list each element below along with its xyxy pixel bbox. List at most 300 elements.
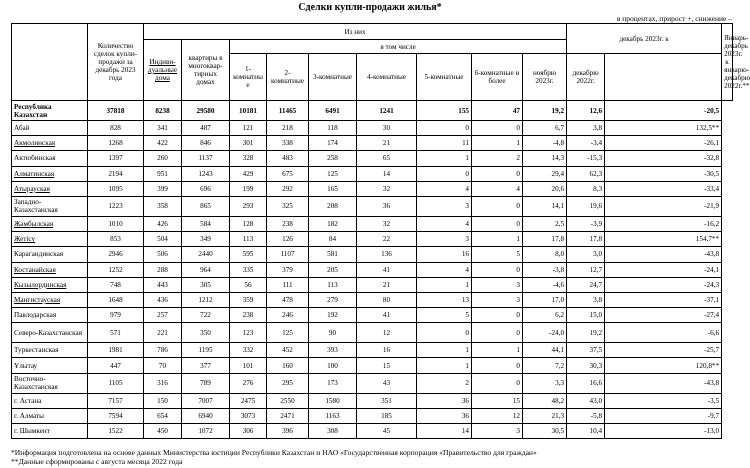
cell-apt: 377: [182, 358, 230, 373]
cell-r5: 36: [417, 408, 472, 423]
table-row: [12, 247, 733, 262]
cell-count: 1522: [88, 424, 144, 439]
cell-r3: 174: [309, 136, 357, 151]
cell-r2: 338: [267, 136, 309, 151]
cell-dec: 17,8: [567, 232, 605, 247]
cell-r2: 292: [267, 181, 309, 196]
cell-apt: 349: [182, 232, 230, 247]
cell-r4: 22: [357, 232, 417, 247]
region-name: Жетісу: [12, 232, 88, 247]
cell-nov: 3,3: [523, 373, 567, 393]
table-row: [12, 262, 733, 277]
cell-ind: 288: [144, 262, 182, 277]
header-individual: Индиви-дуальные дома: [144, 40, 182, 101]
cell-r4: 136: [357, 247, 417, 262]
cell-r2: 396: [267, 424, 309, 439]
cell-r3: 100: [309, 358, 357, 373]
cell-dec: 15,0: [567, 308, 605, 323]
header-r2: 2-комнатные: [267, 54, 309, 101]
cell-jd: -30,5: [605, 166, 722, 181]
cell-r4: 41: [357, 262, 417, 277]
cell-r1: 429: [230, 166, 267, 181]
cell-count: 1095: [88, 181, 144, 196]
cell-ind: 150: [144, 393, 182, 408]
cell-jd: -43,8: [605, 247, 722, 262]
header-r1: 1-комнатны е: [230, 54, 267, 101]
header-r6: 6-комнатные и более: [472, 54, 523, 101]
cell-apt: 487: [182, 121, 230, 136]
cell-r3: 205: [309, 262, 357, 277]
cell-count: 447: [88, 358, 144, 373]
cell-jd: -24,3: [605, 277, 722, 292]
cell-r1: 101: [230, 358, 267, 373]
cell-dec: -3,4: [567, 136, 605, 151]
cell-jd: 154,7**: [605, 232, 722, 247]
cell-ind: 786: [144, 343, 182, 358]
table-row: [12, 136, 733, 151]
table-row: [12, 181, 733, 196]
cell-r5: 5: [417, 308, 472, 323]
cell-r1: 595: [230, 247, 267, 262]
cell-r4: 80: [357, 292, 417, 307]
cell-count: 7157: [88, 393, 144, 408]
cell-r3: 1163: [309, 408, 357, 423]
cell-r6: 0: [472, 166, 523, 181]
cell-nov: 2,5: [523, 216, 567, 231]
cell-apt: 865: [182, 196, 230, 216]
cell-r4: 32: [357, 216, 417, 231]
cell-ind: 341: [144, 121, 182, 136]
cell-r5: 3: [417, 196, 472, 216]
cell-r3: 84: [309, 232, 357, 247]
cell-r4: 21: [357, 277, 417, 292]
header-r4: 4-комнатные: [357, 54, 417, 101]
cell-jd: -26,1: [605, 136, 722, 151]
cell-r1: 128: [230, 216, 267, 231]
cell-r4: 185: [357, 408, 417, 423]
cell-jd: -20,5: [605, 101, 722, 121]
table-row: [12, 393, 733, 408]
cell-r1: 359: [230, 292, 267, 307]
cell-nov: 7,2: [523, 358, 567, 373]
cell-nov: 20,6: [523, 181, 567, 196]
cell-nov: 19,2: [523, 101, 567, 121]
cell-r5: 4: [417, 181, 472, 196]
region-name: Павлодарская: [12, 308, 88, 323]
cell-r2: 126: [267, 232, 309, 247]
cell-r6: 4: [472, 181, 523, 196]
region-name: Жамбылская: [12, 216, 88, 231]
region-name: Ұлытау: [12, 358, 88, 373]
cell-r3: 113: [309, 277, 357, 292]
cell-ind: 316: [144, 373, 182, 393]
region-name: Актюбинская: [12, 151, 88, 166]
cell-r6: 12: [472, 408, 523, 423]
cell-r2: 160: [267, 358, 309, 373]
cell-apt: 1243: [182, 166, 230, 181]
cell-r6: 0: [472, 358, 523, 373]
cell-jd: 120,8**: [605, 358, 722, 373]
cell-apt: 29580: [182, 101, 230, 121]
cell-r2: 238: [267, 216, 309, 231]
cell-r4: 12: [357, 323, 417, 343]
cell-apt: 789: [182, 373, 230, 393]
cell-r4: 16: [357, 343, 417, 358]
cell-r1: 238: [230, 308, 267, 323]
cell-dec: 3,0: [567, 247, 605, 262]
table-row: [12, 277, 733, 292]
cell-r1: 332: [230, 343, 267, 358]
table-row: [12, 424, 733, 439]
cell-r6: 0: [472, 121, 523, 136]
cell-ind: 426: [144, 216, 182, 231]
cell-jd: -3,5: [605, 393, 722, 408]
cell-nov: 6,2: [523, 308, 567, 323]
region-name: г. Алматы: [12, 408, 88, 423]
cell-r1: 301: [230, 136, 267, 151]
cell-ind: 70: [144, 358, 182, 373]
footnote-2: **Данные сформированы с августа месяца 2022 года: [11, 457, 183, 466]
cell-apt: 1212: [182, 292, 230, 307]
cell-r1: 113: [230, 232, 267, 247]
table-row: [12, 216, 733, 231]
cell-apt: 696: [182, 181, 230, 196]
cell-nov: 44,1: [523, 343, 567, 358]
region-name: г. Астана: [12, 393, 88, 408]
header-jandec: Январь-декабрь 2023г. к январю-декабрю 2022г.**: [722, 24, 733, 101]
cell-r5: 16: [417, 247, 472, 262]
cell-r4: 1241: [357, 101, 417, 121]
cell-r6: 0: [472, 216, 523, 231]
region-name: Абай: [12, 121, 88, 136]
cell-r5: 14: [417, 424, 472, 439]
cell-r3: 308: [309, 424, 357, 439]
cell-nov: 14,3: [523, 151, 567, 166]
cell-r6: 1: [472, 232, 523, 247]
region-name: Кызылординская: [12, 277, 88, 292]
housing-deals-table: [11, 23, 750, 439]
cell-r5: 13: [417, 292, 472, 307]
cell-r3: 1580: [309, 393, 357, 408]
cell-r3: 165: [309, 181, 357, 196]
region-name: Атырауская: [12, 181, 88, 196]
cell-nov: 30,5: [523, 424, 567, 439]
cell-r3: 6491: [309, 101, 357, 121]
header-dec2023: декабрь 2023г. к: [567, 24, 722, 54]
region-name: Акмолинская: [12, 136, 88, 151]
cell-r6: 3: [472, 277, 523, 292]
cell-count: 1648: [88, 292, 144, 307]
header-apartments: квартиры в многоквар-тирных домах: [182, 40, 230, 101]
cell-r1: 10181: [230, 101, 267, 121]
cell-r4: 21: [357, 136, 417, 151]
cell-r4: 65: [357, 151, 417, 166]
cell-ind: 436: [144, 292, 182, 307]
cell-count: 37818: [88, 101, 144, 121]
region-name: Карагандинская: [12, 247, 88, 262]
cell-dec: 3,8: [567, 121, 605, 136]
cell-r6: 0: [472, 308, 523, 323]
units-note: в процентах, прирост +, снижение –: [616, 14, 732, 23]
table-row: [12, 308, 733, 323]
cell-r6: 5: [472, 247, 523, 262]
cell-r2: 111: [267, 277, 309, 292]
cell-apt: 1195: [182, 343, 230, 358]
cell-r2: 2550: [267, 393, 309, 408]
cell-dec: -5,8: [567, 408, 605, 423]
cell-nov: 29,4: [523, 166, 567, 181]
cell-r4: 30: [357, 121, 417, 136]
cell-dec: 12,7: [567, 262, 605, 277]
cell-r3: 208: [309, 196, 357, 216]
cell-count: 2194: [88, 166, 144, 181]
cell-dec: 43,0: [567, 393, 605, 408]
cell-r5: 1: [417, 151, 472, 166]
cell-r4: 351: [357, 393, 417, 408]
cell-jd: -13,0: [605, 424, 722, 439]
header-of-them: Из них: [144, 24, 567, 40]
cell-apt: 305: [182, 277, 230, 292]
table-row: [12, 166, 733, 181]
cell-count: 1397: [88, 151, 144, 166]
table-row: [12, 121, 733, 136]
cell-apt: 964: [182, 262, 230, 277]
cell-ind: 8238: [144, 101, 182, 121]
cell-apt: 1072: [182, 424, 230, 439]
cell-count: 571: [88, 323, 144, 343]
cell-r5: 1: [417, 277, 472, 292]
cell-ind: 422: [144, 136, 182, 151]
cell-r3: 173: [309, 373, 357, 393]
header-r5: 5-комнатные: [417, 54, 472, 101]
cell-nov: -24,0: [523, 323, 567, 343]
cell-ind: 257: [144, 308, 182, 323]
cell-apt: 846: [182, 136, 230, 151]
cell-r6: 0: [472, 323, 523, 343]
cell-dec: 3,8: [567, 292, 605, 307]
header-nov2023: ноябрю 2023г.: [523, 54, 567, 101]
cell-ind: 450: [144, 424, 182, 439]
cell-jd: -25,7: [605, 343, 722, 358]
header-including: в том числе: [230, 40, 567, 54]
cell-r4: 36: [357, 196, 417, 216]
cell-r1: 199: [230, 181, 267, 196]
cell-r4: 15: [357, 358, 417, 373]
cell-r6: 47: [472, 101, 523, 121]
cell-r5: 0: [417, 166, 472, 181]
cell-r2: 218: [267, 121, 309, 136]
cell-r5: 3: [417, 232, 472, 247]
cell-r2: 246: [267, 308, 309, 323]
cell-r2: 11465: [267, 101, 309, 121]
cell-r5: 11: [417, 136, 472, 151]
cell-r6: 1: [472, 343, 523, 358]
cell-nov: 17,8: [523, 232, 567, 247]
cell-r4: 45: [357, 424, 417, 439]
cell-r6: 0: [472, 373, 523, 393]
cell-count: 1223: [88, 196, 144, 216]
cell-nov: -4,6: [523, 277, 567, 292]
cell-r6: 3: [472, 292, 523, 307]
cell-nov: 6,7: [523, 121, 567, 136]
cell-r4: 43: [357, 373, 417, 393]
cell-dec: -3,9: [567, 216, 605, 231]
cell-r1: 56: [230, 277, 267, 292]
cell-count: 828: [88, 121, 144, 136]
cell-r1: 123: [230, 323, 267, 343]
cell-r5: 4: [417, 262, 472, 277]
cell-r2: 452: [267, 343, 309, 358]
cell-r1: 293: [230, 196, 267, 216]
table-row: [12, 373, 733, 393]
cell-ind: 504: [144, 232, 182, 247]
cell-ind: 506: [144, 247, 182, 262]
header-region: [12, 24, 88, 101]
table-row: [12, 323, 733, 343]
cell-dec: 30,3: [567, 358, 605, 373]
cell-apt: 1137: [182, 151, 230, 166]
cell-r3: 90: [309, 323, 357, 343]
region-name: Западно-Казахстанская: [12, 196, 88, 216]
cell-r5: 1: [417, 358, 472, 373]
cell-r2: 125: [267, 323, 309, 343]
cell-count: 979: [88, 308, 144, 323]
cell-r1: 276: [230, 373, 267, 393]
cell-r2: 295: [267, 373, 309, 393]
region-name: Северо-Казахстанская: [12, 323, 88, 343]
cell-jd: 132,5**: [605, 121, 722, 136]
cell-jd: -27,4: [605, 308, 722, 323]
cell-dec: 62,3: [567, 166, 605, 181]
cell-count: 1252: [88, 262, 144, 277]
cell-count: 1268: [88, 136, 144, 151]
footnote-1: *Информация подготовлена на основе данных Министерства юстиции Республики Казахстан и НАО «Государственная корпорация «Правительство для граждан»: [11, 448, 537, 457]
cell-count: 853: [88, 232, 144, 247]
table-row: [12, 292, 733, 307]
cell-jd: -21,9: [605, 196, 722, 216]
cell-r5: 2: [417, 373, 472, 393]
cell-r1: 306: [230, 424, 267, 439]
table-row: [12, 408, 733, 423]
cell-r2: 2471: [267, 408, 309, 423]
region-name: Костанайская: [12, 262, 88, 277]
header-r3: 3-комнатные: [309, 54, 357, 101]
region-name: Мангистауская: [12, 292, 88, 307]
table-row: [12, 343, 733, 358]
cell-r1: 3073: [230, 408, 267, 423]
cell-nov: -4,8: [523, 136, 567, 151]
cell-r4: 32: [357, 181, 417, 196]
cell-r3: 581: [309, 247, 357, 262]
cell-r2: 379: [267, 262, 309, 277]
cell-count: 7594: [88, 408, 144, 423]
cell-r1: 121: [230, 121, 267, 136]
cell-r6: 0: [472, 262, 523, 277]
cell-apt: 584: [182, 216, 230, 231]
cell-r5: 155: [417, 101, 472, 121]
cell-count: 1105: [88, 373, 144, 393]
cell-r5: 4: [417, 216, 472, 231]
cell-count: 1010: [88, 216, 144, 231]
cell-dec: 8,3: [567, 181, 605, 196]
cell-r1: 328: [230, 151, 267, 166]
cell-jd: -32,8: [605, 151, 722, 166]
cell-nov: 14,1: [523, 196, 567, 216]
cell-r6: 3: [472, 424, 523, 439]
region-name: Республика Казахстан: [12, 101, 88, 121]
cell-r1: 335: [230, 262, 267, 277]
cell-jd: -24,1: [605, 262, 722, 277]
table-row: [12, 358, 733, 373]
cell-nov: 48,2: [523, 393, 567, 408]
header-count: Количество сделок купли-продажи за декабрь 2023 года: [88, 24, 144, 101]
cell-r1: 2475: [230, 393, 267, 408]
cell-nov: 17,0: [523, 292, 567, 307]
cell-dec: 37,5: [567, 343, 605, 358]
page-title: Сделки купли-продажи жилья*: [298, 2, 442, 13]
cell-r2: 483: [267, 151, 309, 166]
cell-ind: 399: [144, 181, 182, 196]
cell-jd: -43,8: [605, 373, 722, 393]
cell-ind: 260: [144, 151, 182, 166]
cell-dec: 19,2: [567, 323, 605, 343]
cell-nov: 8,0: [523, 247, 567, 262]
cell-apt: 6940: [182, 408, 230, 423]
cell-r5: 1: [417, 343, 472, 358]
cell-apt: 7007: [182, 393, 230, 408]
region-name: Туркестанская: [12, 343, 88, 358]
cell-r3: 279: [309, 292, 357, 307]
cell-apt: 350: [182, 323, 230, 343]
cell-dec: 16,6: [567, 373, 605, 393]
cell-r3: 393: [309, 343, 357, 358]
table-row: [12, 196, 733, 216]
cell-r5: 0: [417, 323, 472, 343]
cell-dec: 19,6: [567, 196, 605, 216]
cell-r3: 118: [309, 121, 357, 136]
cell-apt: 722: [182, 308, 230, 323]
cell-jd: -6,6: [605, 323, 722, 343]
cell-r2: 478: [267, 292, 309, 307]
cell-jd: -9,7: [605, 408, 722, 423]
table-row: [12, 101, 733, 121]
cell-r3: 182: [309, 216, 357, 231]
cell-jd: -33,4: [605, 181, 722, 196]
cell-r6: 2: [472, 151, 523, 166]
cell-nov: 21,3: [523, 408, 567, 423]
cell-r5: 0: [417, 121, 472, 136]
cell-r2: 1107: [267, 247, 309, 262]
cell-count: 1981: [88, 343, 144, 358]
region-name: Восточно-Казахстанская: [12, 373, 88, 393]
region-name: Алматинская: [12, 166, 88, 181]
cell-jd: -37,1: [605, 292, 722, 307]
table-row: [12, 232, 733, 247]
cell-ind: 654: [144, 408, 182, 423]
cell-dec: -15,3: [567, 151, 605, 166]
cell-r4: 41: [357, 308, 417, 323]
cell-count: 2946: [88, 247, 144, 262]
cell-ind: 951: [144, 166, 182, 181]
cell-ind: 443: [144, 277, 182, 292]
cell-dec: 10,4: [567, 424, 605, 439]
cell-r2: 325: [267, 196, 309, 216]
cell-ind: 358: [144, 196, 182, 216]
table-row: [12, 151, 733, 166]
cell-count: 748: [88, 277, 144, 292]
cell-r2: 675: [267, 166, 309, 181]
cell-ind: 221: [144, 323, 182, 343]
